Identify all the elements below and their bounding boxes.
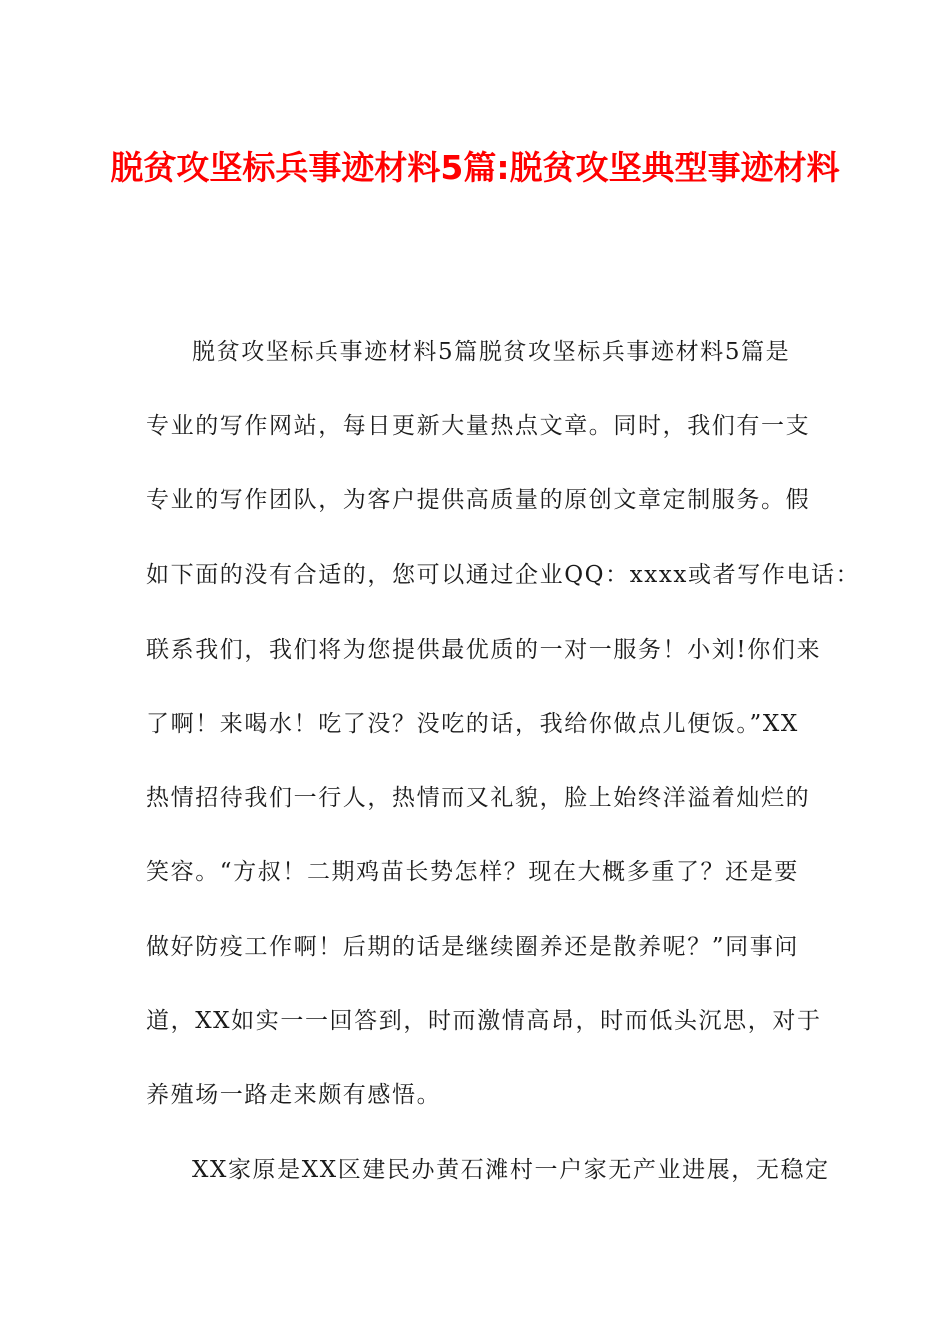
paragraph-line: 笑容。“方叔！二期鸡苗长势怎样？现在大概多重了？还是要: [146, 859, 799, 885]
paragraph-line: 养殖场一路走来颇有感悟。: [146, 1082, 442, 1108]
paragraph-line: 热情招待我们一行人，热情而又礼貌，脸上始终洋溢着灿烂的: [146, 785, 811, 811]
paragraph-line: 脱贫攻坚标兵事迹材料5篇脱贫攻坚标兵事迹材料5篇是: [192, 339, 791, 365]
paragraph-line: 如下面的没有合适的，您可以通过企业QQ：xxxx或者写作电话：: [146, 562, 861, 588]
paragraph-line: 专业的写作网站，每日更新大量热点文章。同时，我们有一支: [146, 413, 811, 439]
paragraph-line: 道，XX如实一一回答到，时而激情高昂，时而低头沉思，对于: [146, 1008, 822, 1034]
document-title: 脱贫攻坚标兵事迹材料5篇:脱贫攻坚典型事迹材料: [110, 148, 840, 187]
paragraph-line: 了啊！来喝水！吃了没？没吃的话，我给你做点儿便饭。”XX: [146, 711, 799, 737]
paragraph-line: 联系我们，我们将为您提供最优质的一对一服务！小刘!你们来: [146, 637, 822, 663]
paragraph-line: XX家原是XX区建民办黄石滩村一户家无产业进展，无稳定: [192, 1157, 830, 1183]
paragraph-line: 专业的写作团队，为客户提供高质量的原创文章定制服务。假: [146, 487, 811, 513]
paragraph-line: 做好防疫工作啊！后期的话是继续圈养还是散养呢？”同事问: [146, 934, 799, 960]
